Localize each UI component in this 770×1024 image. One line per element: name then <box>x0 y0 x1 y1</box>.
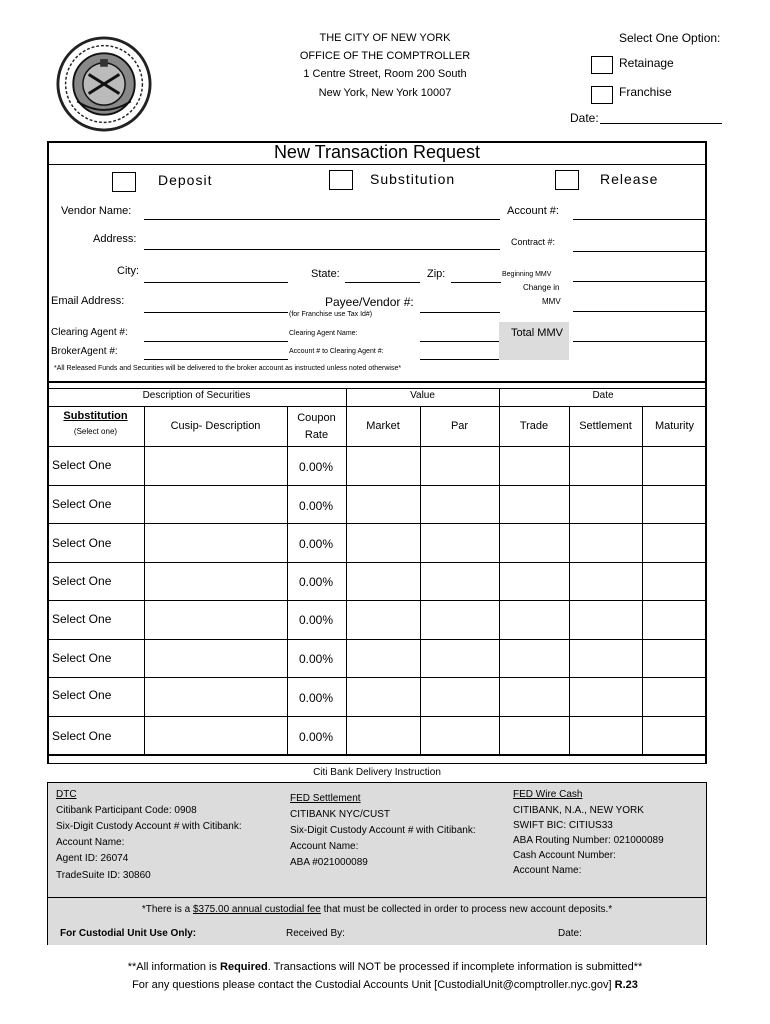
dtc-participant-code: Citibank Participant Code: 0908 <box>56 805 197 816</box>
address-label: Address: <box>93 233 137 245</box>
coupon-col-header: Coupon <box>297 412 336 424</box>
fed-settlement-bank: CITIBANK NYC/CUST <box>290 809 391 820</box>
city-label: City: <box>117 265 139 277</box>
retainage-checkbox[interactable] <box>591 56 613 74</box>
account-to-clearing-field[interactable] <box>420 359 500 360</box>
substitution-select[interactable]: Select One <box>52 458 112 472</box>
cusip-col-header: Cusip- Description <box>170 420 261 432</box>
contract-label: Contract #: <box>511 237 556 247</box>
dtc-custody-account: Six-Digit Custody Account # with Citibank: <box>56 821 242 832</box>
delivery-title: Citi Bank Delivery Instruction <box>313 767 441 778</box>
fed-settlement-account-name: Account Name: <box>290 841 359 852</box>
substitution-select[interactable]: Select One <box>52 688 112 702</box>
par-col-header: Par <box>450 420 469 432</box>
account-to-clearing-label: Account # to Clearing Agent #: <box>289 348 384 355</box>
email-field[interactable] <box>144 312 288 313</box>
coupon-rate-value: 0.00% <box>299 575 334 589</box>
fed-settlement-heading: FED Settlement <box>290 793 361 804</box>
maturity-col-header: Maturity <box>654 420 695 432</box>
franchise-label: Franchise <box>619 85 672 99</box>
coupon-rate-value: 0.00% <box>299 460 334 474</box>
form-title: New Transaction Request <box>273 142 481 162</box>
zip-label: Zip: <box>427 268 446 280</box>
substitution-select[interactable]: Select One <box>52 729 112 743</box>
payee-vendor-label: Payee/Vendor #: <box>325 295 414 309</box>
header-line-2: OFFICE OF THE COMPTROLLER <box>299 50 471 62</box>
contract-field[interactable] <box>573 251 706 252</box>
substitution-select[interactable]: Select One <box>52 612 112 626</box>
beginning-mmv-label: Beginning MMV <box>502 271 552 278</box>
released-note: *All Released Funds and Securities will be delivered to the broker account as instructed unless noted otherwise* <box>54 365 402 372</box>
city-field[interactable] <box>144 282 288 283</box>
release-checkbox[interactable] <box>555 170 579 190</box>
coupon-rate-value: 0.00% <box>299 691 334 705</box>
release-label: Release <box>600 171 659 187</box>
coupon-rate-value: 0.00% <box>299 652 334 666</box>
clearing-agent-label: Clearing Agent #: <box>51 327 128 338</box>
table-row <box>47 485 707 524</box>
change-in-label: Change in <box>523 283 560 292</box>
settlement-col-header: Settlement <box>579 420 632 432</box>
select-one-col-note: (Select one) <box>73 427 118 436</box>
mmv-label: MMV <box>542 297 561 306</box>
custodial-use-only-label: For Custodial Unit Use Only: <box>60 928 197 939</box>
substitution-select[interactable]: Select One <box>52 536 112 550</box>
footer-contact-note: For any questions please contact the Custodial Accounts Unit [CustodialUnit@comptroller.nyc.gov] R.23 <box>132 979 638 991</box>
dtc-account-name: Account Name: <box>56 837 125 848</box>
fed-settlement-aba: ABA #021000089 <box>290 857 368 868</box>
total-mmv-label: Total MMV <box>511 327 563 339</box>
date-line[interactable] <box>600 123 722 124</box>
fed-wire-swift: SWIFT BIC: CITIUS33 <box>513 820 613 831</box>
substitution-select[interactable]: Select One <box>52 574 112 588</box>
broker-agent-label: BrokerAgent #: <box>51 346 118 357</box>
market-col-header: Market <box>366 420 400 432</box>
clearing-agent-name-field[interactable] <box>420 341 500 342</box>
nyc-seal-icon <box>56 36 152 132</box>
deposit-checkbox[interactable] <box>112 172 136 192</box>
total-mmv-field[interactable] <box>573 341 706 342</box>
zip-field[interactable] <box>451 282 501 283</box>
retainage-label: Retainage <box>619 56 674 70</box>
description-header: Description of Securities <box>142 390 251 401</box>
table-row <box>47 716 707 754</box>
dtc-tradesuite-id: TradeSuite ID: 30860 <box>56 870 151 881</box>
account-field[interactable] <box>573 219 706 220</box>
table-row <box>47 677 707 717</box>
custodial-date-label: Date: <box>558 928 582 939</box>
state-label: State: <box>311 268 340 280</box>
substitution-label: Substitution <box>370 171 456 187</box>
date-label: Date: <box>570 111 599 125</box>
select-option-label: Select One Option: <box>619 31 721 45</box>
state-field[interactable] <box>345 282 420 283</box>
substitution-col-header: Substitution <box>63 410 128 422</box>
table-row <box>47 523 707 563</box>
fed-wire-cash-account: Cash Account Number: <box>513 850 616 861</box>
vendor-name-label: Vendor Name: <box>61 205 132 217</box>
fed-wire-aba: ABA Routing Number: 021000089 <box>513 835 664 846</box>
substitution-select[interactable]: Select One <box>52 651 112 665</box>
custodial-fee-note: *There is a $375.00 annual custodial fee that must be collected in order to process new account deposits.* <box>141 904 613 915</box>
fed-settlement-custody-account: Six-Digit Custody Account # with Citibank: <box>290 825 476 836</box>
address-field[interactable] <box>144 249 500 250</box>
coupon-rate-value: 0.00% <box>299 613 334 627</box>
fed-wire-bank: CITIBANK, N.A., NEW YORK <box>513 805 644 816</box>
payee-vendor-field[interactable] <box>420 312 500 313</box>
change-mmv-field[interactable] <box>573 311 706 312</box>
broker-agent-field[interactable] <box>144 359 288 360</box>
email-label: Email Address: <box>51 295 125 307</box>
table-row <box>47 446 707 486</box>
date-header: Date <box>592 390 614 401</box>
value-header: Value <box>410 390 435 401</box>
franchise-checkbox[interactable] <box>591 86 613 104</box>
trade-col-header: Trade <box>519 420 549 432</box>
dtc-heading: DTC <box>56 789 77 800</box>
deposit-label: Deposit <box>158 172 213 188</box>
clearing-agent-field[interactable] <box>144 341 288 342</box>
beginning-mmv-field[interactable] <box>573 281 706 282</box>
dtc-agent-id: Agent ID: 26074 <box>56 853 129 864</box>
coupon-rate-value: 0.00% <box>299 499 334 513</box>
header-line-1: THE CITY OF NEW YORK <box>319 32 451 44</box>
table-row <box>47 600 707 640</box>
table-row <box>47 562 707 601</box>
franchise-note: (for Franchise use Tax Id#) <box>289 311 373 318</box>
rate-col-header: Rate <box>304 429 329 441</box>
header-line-4: New York, New York 10007 <box>318 87 452 99</box>
fed-wire-heading: FED Wire Cash <box>513 789 583 800</box>
fed-wire-account-name: Account Name: <box>513 865 582 876</box>
substitution-select[interactable]: Select One <box>52 497 112 511</box>
substitution-checkbox[interactable] <box>329 170 353 190</box>
account-label: Account #: <box>507 205 559 217</box>
header-line-3: 1 Centre Street, Room 200 South <box>303 68 467 80</box>
coupon-rate-value: 0.00% <box>299 537 334 551</box>
table-row <box>47 639 707 678</box>
coupon-rate-value: 0.00% <box>299 730 334 744</box>
vendor-name-field[interactable] <box>144 219 500 220</box>
footer-required-note: **All information is Required. Transactions will NOT be processed if incomplete information is submitted** <box>127 961 643 973</box>
received-by-label: Received By: <box>286 928 345 939</box>
clearing-agent-name-label: Clearing Agent Name: <box>289 330 358 337</box>
